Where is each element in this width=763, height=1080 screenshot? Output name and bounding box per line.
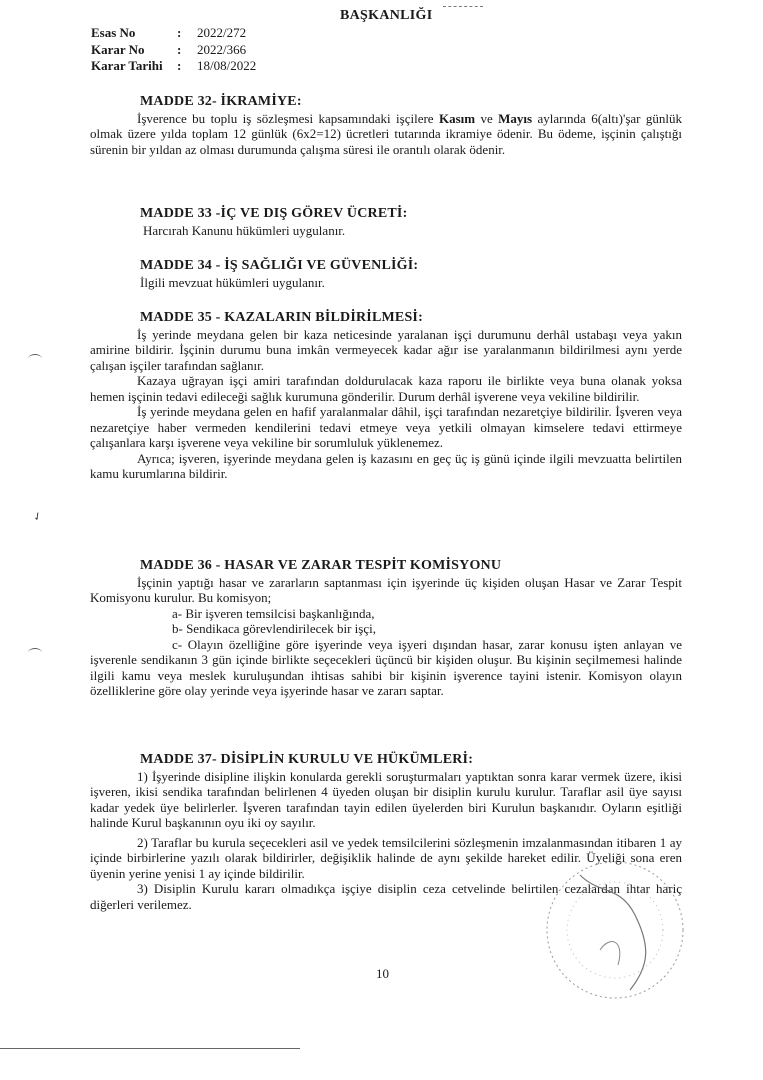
article-36-title: MADDE 36 - HASAR VE ZARAR TESPİT KOMİSYONU <box>140 558 502 573</box>
meta-row-esas: Esas No : 2022/272 <box>91 25 247 40</box>
article-32 <box>90 94 682 157</box>
article-34-text: İlgili mevzuat hükümleri uygulanır. <box>140 274 325 290</box>
article-36-item-a: a- Bir işveren temsilcisi başkanlığında, <box>172 605 375 621</box>
article-37-para-2: 2) Taraflar bu kurula seçecekleri asil ve yedek temsilcilerini sözleşmenin imzalanmasından itibaren 1 ay içinde birbirlerine yazılı olarak bildirirler, değişiklik halinde de aynı şekilde hareket edilir. Üyeliği sona eren üyenin yerine yenisi 1 ay içinde bildirilir. <box>90 834 682 881</box>
article-34-title: MADDE 34 - İŞ SAĞLIĞI VE GÜVENLİĞİ: <box>140 258 419 273</box>
article-36-item-c: c- Olayın özelliğine göre işyerinde veya işyeri dışından hasar, zarar konusu işten anlayan ve işverenle sendikanın 3 gün içinde birlikte seçecekleri üçüncü bir kişiden oluşur. Bu kişinin seçilmemesi halinde ilgili kamu veya meslek kuruluşundan ihtisas sahibi bir kişinin işverence tayini istenir. Komisyon olayın özelliklerine göre olay yerinde veya işyerinde hasar ve zararı saptar. <box>90 636 682 698</box>
karar-no-value: 2022/366 <box>197 41 247 57</box>
article-36-para-1: İşçinin yaptığı hasar ve zararların saptanması için işyerinde üç kişiden oluşan Hasar ve Zarar Tespit Komisyonu kurulur. Bu komisyon; <box>90 574 682 605</box>
article-33 <box>90 206 682 238</box>
page-number: 10 <box>376 966 389 981</box>
meta-row-tarih: Karar Tarihi : 18/08/2022 <box>91 58 257 73</box>
margin-mark <box>28 354 42 363</box>
top-dash-mark <box>443 6 483 7</box>
esas-no-value: 2022/272 <box>197 25 247 40</box>
article-35-para-3: İş yerinde meydana gelen en hafif yaralanmalar dâhil, işçi tarafından nezaretçiye bildirilir. İşveren veya nezaretçiye haber vermeden kendilerini tedavi etmeye veya yetkili olmayan kimselere tedavi ettirmeye çalışanlara karşı işverene veya vekiline bir sorumluluk yüklenemez. <box>90 404 682 450</box>
article-35-para-1: İş yerinde meydana gelen bir kaza neticesinde yaralanan işçi durumunu derhâl ustabaşı veya yakın amirine bildirir. İşçinin durumu buna imkân vermeyecek kadar ağır ise yaralanmanın bildirilmesi aynı yerde çalışan işçiler tarafından sağlanır. <box>90 326 682 373</box>
article-36 <box>90 558 682 699</box>
margin-initial-mark: ✓ <box>30 509 45 525</box>
article-37-title: MADDE 37- DİSİPLİN KURULU VE HÜKÜMLERİ: <box>140 752 474 767</box>
office-heading: BAŞKANLIĞI <box>340 8 433 23</box>
article-34 <box>90 258 682 290</box>
article-37-para-1: 1) İşyerinde disipline ilişkin konularda gerekli soruşturmaları yaptıktan sonra karar vermek üzere, ikisi işveren, ikisi sendika tarafından belirlenen 4 üyeden oluşan bir disiplin kurulu kurulur. Taraflar asil üye sayısı kadar yedek üye belirlerler. İşveren tarafından tayin edilen üyelerden biri Kurulun başkanıdır. Oyların eşitliği halinde Kurul başkanının oyu iki oy sayılır. <box>90 768 682 830</box>
karar-tarihi-value: 18/08/2022 <box>197 58 257 73</box>
margin-mark <box>28 648 42 657</box>
article-33-title: MADDE 33 -İÇ VE DIŞ GÖREV ÜCRETİ: <box>140 206 408 221</box>
article-32-text: İşverence bu toplu iş sözleşmesi kapsamındaki işçilere Kasım ve Mayıs aylarında 6(altı)'şar günlük olmak üzere yılda toplam 12 günlük (6x2=12) ücretleri tutarında ikramiye ödenir. Bu ödeme, işçinin çalıştığı sürenin bir yıldan az olması durumunda çalışma süresi ile orantılı olarak ödenir. <box>90 110 682 157</box>
footer-rule <box>0 1048 300 1049</box>
meta-row-karar: Karar No : 2022/366 <box>91 41 247 57</box>
article-37-para-3: 3) Disiplin Kurulu kararı olmadıkça işçiye disiplin ceza cetvelinde belirtilen cezalardan ihtar hariç diğerleri verilemez. <box>90 881 682 912</box>
article-35-title: MADDE 35 - KAZALARIN BİLDİRİLMESİ: <box>140 310 423 325</box>
article-35-para-2: Kazaya uğrayan işçi amiri tarafından doldurulacak kaza raporu ile birlikte veya buna olanak yoksa hemen işçinin tedavi edileceği sağlık kurumuna gönderilir. Durum derhâl işverene veya vekiline bildirilir. <box>90 373 682 404</box>
article-35 <box>90 310 682 482</box>
article-33-text: Harcırah Kanunu hükümleri uygulanır. <box>143 222 346 238</box>
official-seal <box>540 855 690 1005</box>
article-32-title: MADDE 32- İKRAMİYE: <box>140 94 302 109</box>
case-meta <box>91 25 256 75</box>
article-36-item-b: b- Sendikaca görevlendirilecek bir işçi, <box>172 621 376 636</box>
article-35-para-4: Ayrıca; işveren, işyerinde meydana gelen iş kazasını en geç üç iş günü içinde ilgili mevzuatta belirtilen kamu kurumlarına bildirir. <box>90 450 682 481</box>
